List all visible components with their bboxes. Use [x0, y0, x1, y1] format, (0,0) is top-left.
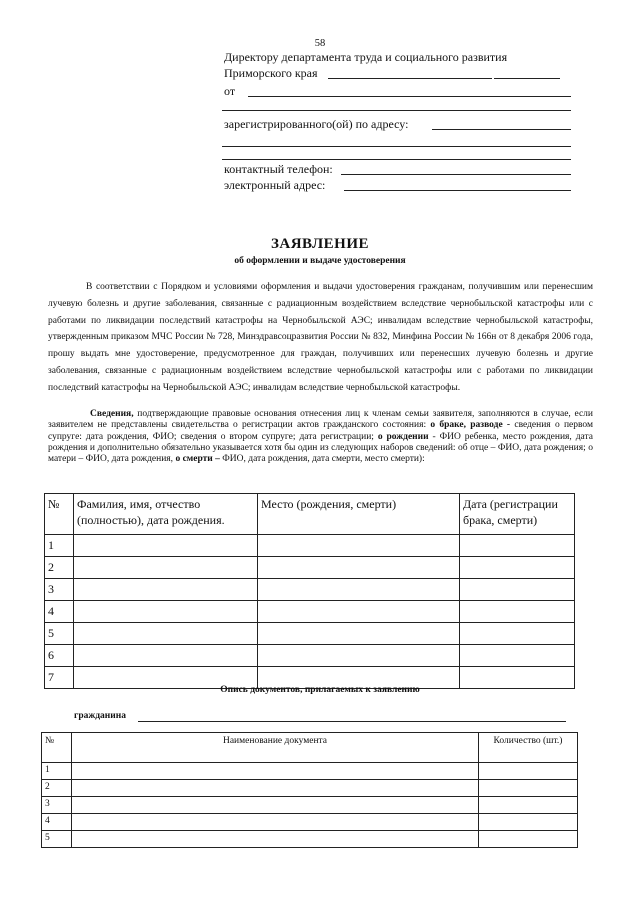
col-full-name: Фамилия, имя, отчество (полностью), дата рождения.	[74, 494, 258, 535]
cell-date[interactable]	[460, 623, 575, 645]
cell-name[interactable]	[74, 535, 258, 557]
table-row	[45, 645, 575, 667]
cell-doc-quantity[interactable]	[479, 814, 578, 831]
cell-name[interactable]	[74, 579, 258, 601]
info-part1: подтверждающие правовые основания отнесения лиц к членам семьи заявителя, заполняются в случае, если заявителем не представлены свидетельства о регистрации актов гражданского состояния:	[48, 409, 593, 431]
col-doc-name: Наименование документа	[72, 733, 479, 763]
address-fill-line-2[interactable]	[222, 146, 571, 147]
phone-fill-line[interactable]	[341, 174, 571, 175]
from-fill-line[interactable]	[248, 96, 571, 97]
cell-doc-quantity[interactable]	[479, 831, 578, 848]
row-number: 1	[42, 763, 72, 780]
info-death: о смерти –	[175, 454, 220, 465]
citizen-fill-line[interactable]	[138, 721, 566, 722]
cell-name[interactable]	[74, 601, 258, 623]
cell-place[interactable]	[258, 623, 460, 645]
info-part3: - ФИО ребенка, место рождения, дата рождения и дополнительно обязательно указывается хотя бы один из следующих наборов сведений: об отце – ФИО, дата рождения; о матери – ФИО, дата рождения,	[48, 431, 593, 465]
row-number: 3	[45, 579, 74, 601]
cell-doc-name[interactable]	[72, 831, 479, 848]
col-doc-number: №	[42, 733, 72, 763]
cell-doc-quantity[interactable]	[479, 763, 578, 780]
cell-doc-name[interactable]	[72, 814, 479, 831]
cell-doc-name[interactable]	[72, 780, 479, 797]
email-label: электронный адрес:	[224, 178, 326, 192]
from-label: от	[224, 84, 236, 98]
row-number: 6	[45, 645, 74, 667]
col-number: №	[45, 494, 74, 535]
addressee-line2: Приморского края	[224, 66, 318, 80]
addressee-line1: Директору департамента труда и социального развития	[224, 50, 508, 64]
documents-table	[41, 732, 578, 848]
table-row	[45, 557, 575, 579]
row-number: 5	[45, 623, 74, 645]
cell-date[interactable]	[460, 645, 575, 667]
table-row	[42, 797, 578, 814]
cell-date[interactable]	[460, 601, 575, 623]
cell-date[interactable]	[460, 579, 575, 601]
info-part4: ФИО, дата рождения, дата смерти, место смерти):	[219, 454, 425, 465]
request-paragraph: В соответствии с Порядком и условиями оформления и выдачи удостоверения гражданам, получившим или перенесшим лучевую болезнь и другие заболевания, связанные с радиационным воздействием вследствие чернобыльской катастрофы или с работами по ликвидации последствий катастрофы на Чернобыльской АЭС; инвалидам вследствие чернобыльской катастрофы, утвержденным приказом МЧС России № 728, Минздравсоцразвития России № 832, Минфина России № 166н от 8 декабря 2006 года, прошу выдать мне удостоверение, предусмотренное для граждан, получивших или перенесших лучевую болезнь и другие заболевания, связанные с радиационным воздействием вследствие чернобыльской катастрофы или с работами по ликвидации последствий катастрофы на Чернобыльской АЭС; инвалидам вследствие чернобыльской катастрофы.	[48, 282, 593, 393]
family-table	[44, 493, 575, 689]
document-title: ЗАЯВЛЕНИЕ	[270, 236, 370, 252]
table-row	[45, 623, 575, 645]
cell-place[interactable]	[258, 557, 460, 579]
inventory-title: Опись документов, прилагаемых к заявлению	[220, 685, 420, 695]
row-number: 2	[42, 780, 72, 797]
from-fill-line-2[interactable]	[222, 110, 571, 111]
family-info-paragraph	[48, 409, 593, 465]
table-row	[42, 831, 578, 848]
citizen-label: гражданина	[74, 711, 126, 721]
row-number: 7	[45, 667, 74, 689]
address-fill-line[interactable]	[432, 129, 571, 130]
documents-table-header	[42, 733, 578, 763]
cell-date[interactable]	[460, 557, 575, 579]
cell-place[interactable]	[258, 645, 460, 667]
table-row	[45, 535, 575, 557]
cell-name[interactable]	[74, 645, 258, 667]
email-fill-line[interactable]	[344, 190, 571, 191]
cell-doc-quantity[interactable]	[479, 797, 578, 814]
cell-place[interactable]	[258, 579, 460, 601]
row-number: 5	[42, 831, 72, 848]
cell-name[interactable]	[74, 557, 258, 579]
cell-place[interactable]	[258, 601, 460, 623]
table-row	[42, 763, 578, 780]
table-row	[45, 579, 575, 601]
phone-label: контактный телефон:	[224, 162, 333, 176]
cell-date[interactable]	[460, 535, 575, 557]
row-number: 3	[42, 797, 72, 814]
region-fill-line-b[interactable]	[494, 78, 560, 79]
cell-name[interactable]	[74, 623, 258, 645]
region-fill-line-a[interactable]	[328, 78, 492, 79]
row-number: 2	[45, 557, 74, 579]
cell-place[interactable]	[258, 535, 460, 557]
table-row	[42, 780, 578, 797]
col-date: Дата (регистрации брака, смерти)	[460, 494, 575, 535]
address-label: зарегистрированного(ой) по адресу:	[224, 117, 409, 131]
family-table-header	[45, 494, 575, 535]
cell-doc-name[interactable]	[72, 763, 479, 780]
col-doc-quantity: Количество (шт.)	[479, 733, 578, 763]
row-number: 4	[42, 814, 72, 831]
info-lead: Сведения,	[90, 409, 134, 419]
document-subtitle: об оформлении и выдаче удостоверения	[234, 256, 406, 266]
row-number: 1	[45, 535, 74, 557]
table-row	[42, 814, 578, 831]
col-place: Место (рождения, смерти)	[258, 494, 460, 535]
cell-doc-quantity[interactable]	[479, 780, 578, 797]
info-marriage: о браке, разводе -	[430, 420, 511, 431]
info-birth: о рождении	[377, 431, 429, 442]
address-fill-line-3[interactable]	[222, 159, 571, 160]
table-row	[45, 601, 575, 623]
info-part2: сведения о первом супруге: дата рождения, ФИО; сведения о втором супруге; дата регистрации;	[48, 420, 593, 442]
page-number: 58	[314, 38, 326, 49]
cell-doc-name[interactable]	[72, 797, 479, 814]
row-number: 4	[45, 601, 74, 623]
